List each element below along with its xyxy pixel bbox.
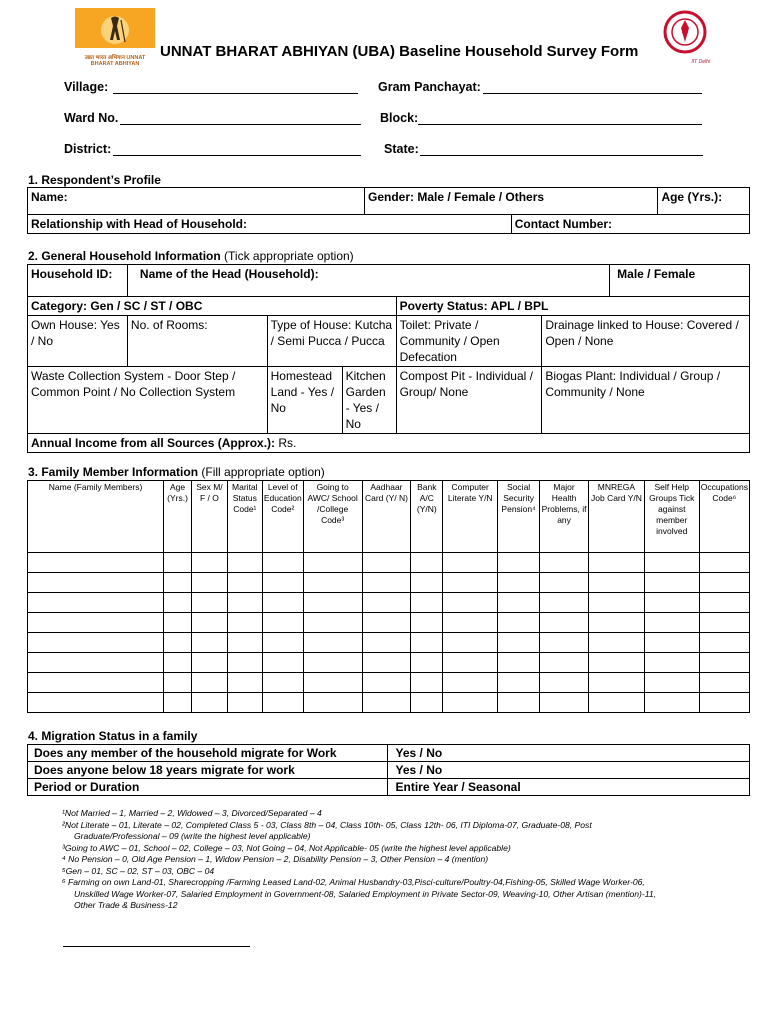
family-member-table <box>27 480 750 713</box>
state-input[interactable] <box>420 155 703 156</box>
family-member-cell[interactable] <box>644 653 699 673</box>
household-table <box>27 264 750 453</box>
footnote: ²Not Literate – 01, Literate – 02, Completed Class 5 - 03, Class 8th – 04, Class 10th- 05, Class 12th- 06, ITI Diploma-07, Graduate-08, Post <box>62 819 592 830</box>
family-member-cell[interactable] <box>498 553 540 573</box>
migration-question: Does any member of the household migrate for Work <box>28 745 388 762</box>
family-member-cell[interactable] <box>192 653 228 673</box>
col-pension: Social Security Pension⁴ <box>498 481 540 553</box>
family-member-cell[interactable] <box>540 633 589 653</box>
family-member-cell[interactable] <box>303 613 362 633</box>
migration-answer[interactable]: Entire Year / Seasonal <box>387 779 750 796</box>
family-member-cell[interactable] <box>589 693 645 713</box>
col-sex: Sex M/ F / O <box>192 481 228 553</box>
family-member-cell[interactable] <box>262 653 303 673</box>
section2-title <box>28 249 354 263</box>
family-member-cell[interactable] <box>303 673 362 693</box>
family-member-cell[interactable] <box>589 573 645 593</box>
family-member-cell[interactable] <box>362 593 411 613</box>
family-member-cell[interactable] <box>540 653 589 673</box>
family-member-cell[interactable] <box>498 633 540 653</box>
footnote: Graduate/Professional – 09 (write the highest level applicable) <box>74 831 311 841</box>
family-member-cell[interactable] <box>411 553 443 573</box>
migration-answer[interactable]: Yes / No <box>387 745 750 762</box>
section2-title-note: (Tick appropriate option) <box>224 249 354 263</box>
migration-question: Period or Duration <box>28 779 388 796</box>
family-member-cell[interactable] <box>227 573 262 593</box>
ward-input[interactable] <box>120 124 361 125</box>
family-member-cell[interactable] <box>303 553 362 573</box>
col-bank: Bank A/C (Y/N) <box>411 481 443 553</box>
family-member-cell[interactable] <box>411 673 443 693</box>
household-id-field[interactable]: Household ID: <box>28 265 128 297</box>
gram-panchayat-label: Gram Panchayat: <box>378 80 481 94</box>
section3-title-text: 3. Family Member Information <box>28 465 199 479</box>
form-title: UNNAT BHARAT ABHIYAN (UBA) Baseline Household Survey Form <box>160 43 639 60</box>
family-member-cell[interactable] <box>192 593 228 613</box>
family-member-cell[interactable] <box>540 693 589 713</box>
uba-logo <box>75 8 155 67</box>
family-member-cell[interactable] <box>227 633 262 653</box>
col-school: Going to AWC/ School /College Code³ <box>303 481 362 553</box>
family-member-cell[interactable] <box>540 593 589 613</box>
family-member-row <box>28 653 750 673</box>
uba-logo-text: उन्नत भारत अभियान UNNAT BHARAT ABHIYAN <box>84 55 146 67</box>
footnote: ⁴ No Pension – 0, Old Age Pension – 1, Widow Pension – 2, Disability Pension – 3, Other Pension – 4 (mention) <box>62 854 489 864</box>
family-member-cell[interactable] <box>227 653 262 673</box>
biogas-field[interactable]: Biogas Plant: Individual / Group / Community / None <box>542 367 750 434</box>
family-member-row <box>28 573 750 593</box>
migration-row <box>28 762 750 779</box>
family-member-cell[interactable] <box>28 673 164 693</box>
family-member-cell[interactable] <box>227 553 262 573</box>
family-member-cell[interactable] <box>362 653 411 673</box>
family-member-cell[interactable] <box>303 593 362 613</box>
family-member-cell[interactable] <box>362 633 411 653</box>
family-member-row <box>28 693 750 713</box>
poverty-field[interactable] <box>396 297 749 316</box>
rooms-field[interactable]: No. of Rooms: <box>127 316 267 367</box>
family-member-cell[interactable] <box>303 633 362 653</box>
col-health: Major Health Problems, if any <box>540 481 589 553</box>
family-member-cell[interactable] <box>411 693 443 713</box>
family-member-cell[interactable] <box>362 673 411 693</box>
respondent-age-field[interactable]: Age (Yrs.): <box>658 188 750 215</box>
family-member-cell[interactable] <box>192 613 228 633</box>
district-input[interactable] <box>113 155 361 156</box>
family-member-cell[interactable] <box>164 673 192 693</box>
family-member-cell[interactable] <box>443 613 498 633</box>
footnote: ³Going to AWC – 01, School – 02, College – 03, Not Going – 04, Not Applicable- 05 (write the highest level applicable) <box>62 842 511 853</box>
village-input[interactable] <box>113 93 358 94</box>
family-member-cell[interactable] <box>28 693 164 713</box>
family-member-cell[interactable] <box>540 553 589 573</box>
relationship-field[interactable]: Relationship with Head of Household: <box>28 215 512 234</box>
family-member-row <box>28 553 750 573</box>
family-member-cell[interactable] <box>589 673 645 693</box>
family-member-cell[interactable] <box>227 673 262 693</box>
family-member-cell[interactable] <box>644 693 699 713</box>
family-member-cell[interactable] <box>498 593 540 613</box>
village-label: Village: <box>64 80 109 94</box>
family-member-cell[interactable] <box>411 573 443 593</box>
iit-delhi-logo <box>660 10 710 65</box>
family-member-cell[interactable] <box>227 593 262 613</box>
footnote: ⁶ Farming on own Land-01, Sharecropping /Farming Leased Land-02, Animal Husbandry-03,Pisci-culture/Poultry-04,Fishing-05, Skilled Wage Worker-06, <box>62 877 645 887</box>
family-member-cell[interactable] <box>164 613 192 633</box>
col-shg: Self Help Groups Tick against member involved <box>644 481 699 553</box>
block-label: Block: <box>380 111 419 125</box>
family-member-cell[interactable] <box>443 573 498 593</box>
family-member-cell[interactable] <box>498 653 540 673</box>
respondent-table <box>27 187 750 234</box>
migration-question: Does anyone below 18 years migrate for work <box>28 762 388 779</box>
family-member-cell[interactable] <box>443 593 498 613</box>
family-table-header <box>28 481 750 553</box>
family-member-cell[interactable] <box>699 593 749 613</box>
family-member-cell[interactable] <box>644 573 699 593</box>
family-member-cell[interactable] <box>28 633 164 653</box>
section2-title-text: 2. General Household Information <box>28 249 221 263</box>
family-member-row <box>28 673 750 693</box>
income-field[interactable] <box>28 434 750 453</box>
family-member-cell[interactable] <box>498 673 540 693</box>
family-member-cell[interactable] <box>443 673 498 693</box>
col-computer: Computer Literate Y/N <box>443 481 498 553</box>
col-occupation: Occupations Code⁶ <box>699 481 749 553</box>
family-member-cell[interactable] <box>164 553 192 573</box>
family-member-cell[interactable] <box>699 613 749 633</box>
family-member-cell[interactable] <box>589 633 645 653</box>
head-name-field[interactable]: Name of the Head (Household): <box>127 265 609 297</box>
family-member-cell[interactable] <box>303 693 362 713</box>
family-member-cell[interactable] <box>589 653 645 673</box>
family-member-cell[interactable] <box>498 613 540 633</box>
family-member-cell[interactable] <box>262 553 303 573</box>
category-text: Category: Gen / SC / ST / OBC <box>31 299 203 313</box>
family-member-row <box>28 613 750 633</box>
family-member-cell[interactable] <box>28 653 164 673</box>
family-member-cell[interactable] <box>443 633 498 653</box>
family-member-cell[interactable] <box>443 553 498 573</box>
family-member-cell[interactable] <box>498 693 540 713</box>
family-member-cell[interactable] <box>498 573 540 593</box>
migration-row <box>28 779 750 796</box>
respondent-name-field[interactable]: Name: <box>28 188 365 215</box>
family-member-cell[interactable] <box>644 633 699 653</box>
family-member-cell[interactable] <box>164 693 192 713</box>
family-member-cell[interactable] <box>28 593 164 613</box>
family-member-cell[interactable] <box>362 693 411 713</box>
family-member-cell[interactable] <box>164 633 192 653</box>
family-member-cell[interactable] <box>362 613 411 633</box>
section4-title: 4. Migration Status in a family <box>28 729 198 743</box>
respondent-gender-field[interactable]: Gender: Male / Female / Others <box>365 188 658 215</box>
family-member-cell[interactable] <box>540 613 589 633</box>
block-input[interactable] <box>418 124 702 125</box>
family-member-cell[interactable] <box>699 653 749 673</box>
family-member-cell[interactable] <box>192 573 228 593</box>
migration-row <box>28 745 750 762</box>
family-member-cell[interactable] <box>262 693 303 713</box>
footnote: Other Trade & Business-12 <box>74 900 178 910</box>
section3-title <box>28 465 325 479</box>
family-member-cell[interactable] <box>540 673 589 693</box>
waste-collection-field[interactable]: Waste Collection System - Door Step / Common Point / No Collection System <box>28 367 268 434</box>
kitchen-garden-field[interactable]: Kitchen Garden - Yes / No <box>342 367 396 434</box>
family-member-cell[interactable] <box>164 573 192 593</box>
family-member-cell[interactable] <box>644 673 699 693</box>
footnote: Unskilled Wage Worker-07, Salaried Employment in Government-08, Salaried Employment in Private Sector-09, Weaving-10, Other Artisan (mention)-11, <box>74 888 657 899</box>
family-member-cell[interactable] <box>699 553 749 573</box>
toilet-field[interactable]: Toilet: Private / Community / Open Defecation <box>396 316 542 367</box>
family-member-cell[interactable] <box>28 613 164 633</box>
family-member-cell[interactable] <box>362 573 411 593</box>
family-member-cell[interactable] <box>411 593 443 613</box>
family-member-cell[interactable] <box>443 693 498 713</box>
poverty-text: Poverty Status: APL / BPL <box>399 299 549 313</box>
category-field[interactable] <box>28 297 397 316</box>
footnote: ⁵Gen – 01, SC – 02, ST – 03, OBC – 04 <box>62 865 215 876</box>
family-member-row <box>28 633 750 653</box>
family-member-cell[interactable] <box>164 593 192 613</box>
family-member-cell[interactable] <box>28 573 164 593</box>
family-member-cell[interactable] <box>411 633 443 653</box>
section1-title: 1. Respondent’s Profile <box>28 173 161 187</box>
family-member-cell[interactable] <box>303 573 362 593</box>
family-member-cell[interactable] <box>699 693 749 713</box>
gram-panchayat-input[interactable] <box>483 93 702 94</box>
family-member-cell[interactable] <box>699 673 749 693</box>
col-age: Age (Yrs.) <box>164 481 192 553</box>
family-member-cell[interactable] <box>589 553 645 573</box>
family-member-cell[interactable] <box>644 593 699 613</box>
contact-number-field[interactable]: Contact Number: <box>511 215 749 234</box>
house-type-field[interactable]: Type of House: Kutcha / Semi Pucca / Pucca <box>267 316 396 367</box>
drainage-field[interactable]: Drainage linked to House: Covered / Open / None <box>542 316 750 367</box>
family-member-cell[interactable] <box>411 653 443 673</box>
family-member-cell[interactable] <box>644 553 699 573</box>
family-member-cell[interactable] <box>192 633 228 653</box>
family-member-cell[interactable] <box>262 613 303 633</box>
state-label: State: <box>384 142 419 156</box>
family-member-cell[interactable] <box>699 633 749 653</box>
family-member-cell[interactable] <box>589 613 645 633</box>
signature-line[interactable] <box>63 946 250 947</box>
family-member-cell[interactable] <box>192 553 228 573</box>
family-member-cell[interactable] <box>540 573 589 593</box>
income-label: Annual Income from all Sources (Approx.): <box>31 436 276 450</box>
migration-answer[interactable]: Yes / No <box>387 762 750 779</box>
family-member-cell[interactable] <box>227 693 262 713</box>
family-rows <box>28 553 750 713</box>
compost-pit-field[interactable]: Compost Pit - Individual / Group/ None <box>396 367 542 434</box>
iit-delhi-logo-text: IIT Delhi <box>691 59 710 65</box>
col-mnrega: MNREGA Job Card Y/N <box>589 481 645 553</box>
family-member-cell[interactable] <box>443 653 498 673</box>
head-gender-field[interactable]: Male / Female <box>610 265 750 297</box>
income-unit: Rs. <box>278 436 297 450</box>
ward-label: Ward No. <box>64 111 119 125</box>
footnote: ¹Not Married – 1, Married – 2, Widowed – 3, Divorced/Separated – 4 <box>62 808 322 818</box>
family-member-cell[interactable] <box>164 653 192 673</box>
family-member-cell[interactable] <box>28 553 164 573</box>
migration-table <box>27 744 750 796</box>
family-member-cell[interactable] <box>262 673 303 693</box>
own-house-field[interactable]: Own House: Yes / No <box>28 316 128 367</box>
family-member-cell[interactable] <box>192 673 228 693</box>
family-member-cell[interactable] <box>262 593 303 613</box>
section3-title-note: (Fill appropriate option) <box>201 465 325 479</box>
family-member-cell[interactable] <box>303 653 362 673</box>
family-member-cell[interactable] <box>589 593 645 613</box>
footnotes <box>62 808 742 912</box>
col-name: Name (Family Members) <box>28 481 164 553</box>
family-member-cell[interactable] <box>644 613 699 633</box>
family-member-cell[interactable] <box>362 553 411 573</box>
family-member-cell[interactable] <box>227 613 262 633</box>
homestead-field[interactable]: Homestead Land - Yes / No <box>267 367 342 434</box>
family-member-cell[interactable] <box>262 573 303 593</box>
family-member-cell[interactable] <box>262 633 303 653</box>
family-member-cell[interactable] <box>411 613 443 633</box>
family-member-cell[interactable] <box>192 693 228 713</box>
family-member-row <box>28 593 750 613</box>
col-marital: Marital Status Code¹ <box>227 481 262 553</box>
district-label: District: <box>64 142 112 156</box>
col-aadhaar: Aadhaar Card (Y/ N) <box>362 481 411 553</box>
col-education: Level of Education Code² <box>262 481 303 553</box>
family-member-cell[interactable] <box>699 573 749 593</box>
